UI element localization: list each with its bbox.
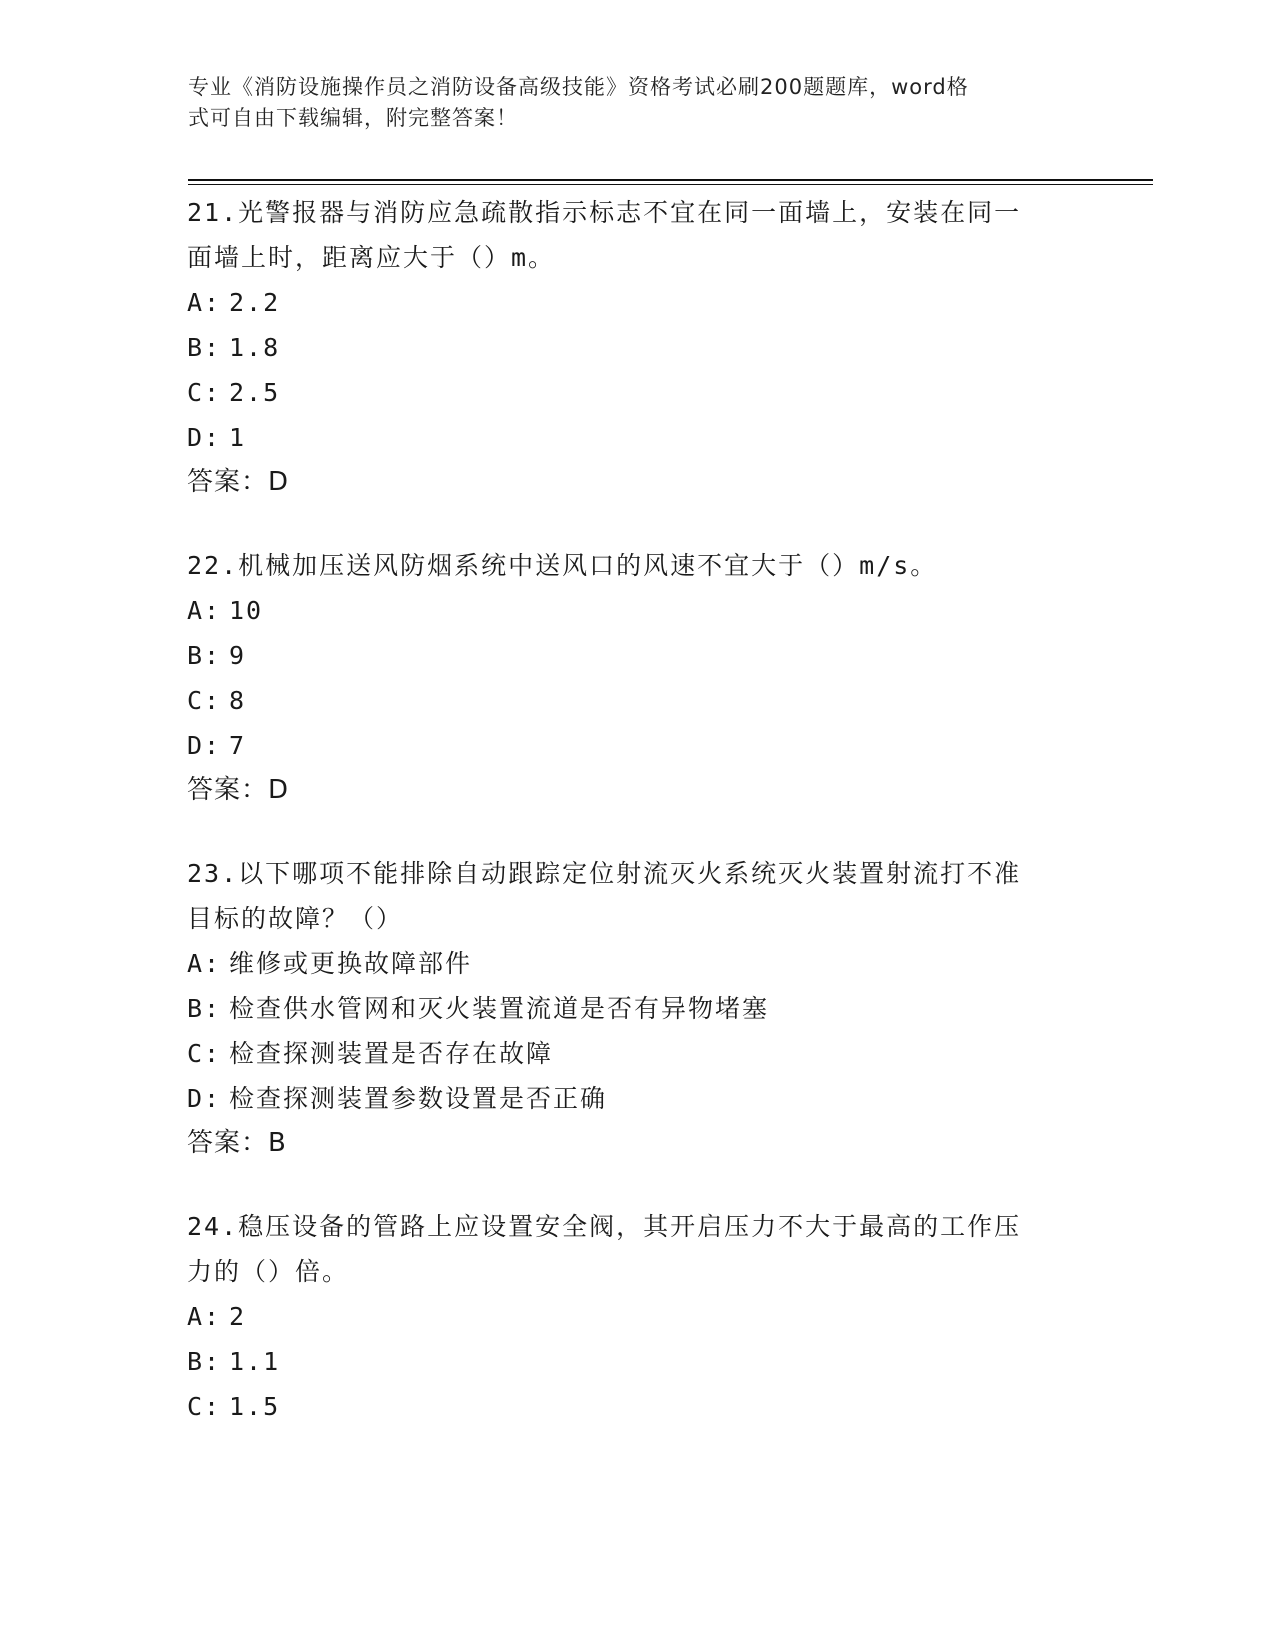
option-text: 2.5 (229, 378, 281, 407)
option-letter: A: (187, 1302, 222, 1331)
question-stem-line: 23.以下哪项不能排除自动跟踪定位射流灭火系统灭火装置射流打不准 (187, 859, 1022, 888)
option-text: 1.5 (229, 1392, 281, 1421)
option-c (187, 1031, 1087, 1076)
option-text: 8 (229, 686, 247, 715)
question-stem-line: 22.机械加压送风防烟系统中送风口的风速不宜大于（）m/s。 (187, 551, 938, 580)
option-text: 维修或更换故障部件 (229, 949, 473, 978)
option-b (187, 986, 1087, 1031)
option-text: 检查探测装置是否存在故障 (229, 1039, 554, 1068)
option-a (187, 941, 1087, 986)
option-letter: A: (187, 596, 222, 625)
option-a (187, 588, 1087, 633)
question-list (187, 188, 1087, 1465)
question-23 (187, 849, 1087, 1166)
option-text: 2 (229, 1302, 247, 1331)
option-letter: B: (187, 641, 222, 670)
question-stem-line: 面墙上时，距离应大于（）m。 (187, 243, 556, 272)
question-24 (187, 1202, 1087, 1429)
option-c (187, 370, 1087, 415)
option-letter: D: (187, 1084, 222, 1113)
question-21 (187, 188, 1087, 505)
answer-line: 答案：B (187, 1128, 287, 1158)
option-text: 1.1 (229, 1347, 281, 1376)
header-line-2: 式可自由下载编辑，附完整答案！ (188, 106, 518, 130)
document-header (188, 72, 1068, 134)
question-stem (187, 849, 1087, 941)
question-stem-line: 24.稳压设备的管路上应设置安全阀，其开启压力不大于最高的工作压 (187, 1212, 1022, 1241)
option-letter: B: (187, 994, 222, 1023)
answer-line: 答案：D (187, 467, 290, 497)
option-letter: A: (187, 288, 222, 317)
option-text: 检查探测装置参数设置是否正确 (229, 1084, 608, 1113)
option-letter: B: (187, 333, 222, 362)
option-b (187, 325, 1087, 370)
option-text: 1.8 (229, 333, 281, 362)
option-letter: D: (187, 423, 222, 452)
question-stem (187, 541, 1087, 588)
option-letter: A: (187, 949, 222, 978)
option-text: 检查供水管网和灭火装置流道是否有异物堵塞 (229, 994, 770, 1023)
option-letter: C: (187, 378, 222, 407)
option-letter: C: (187, 1039, 222, 1068)
question-stem-line: 21.光警报器与消防应急疏散指示标志不宜在同一面墙上，安装在同一 (187, 198, 1022, 227)
option-letter: C: (187, 1392, 222, 1421)
option-letter: B: (187, 1347, 222, 1376)
question-stem-line: 力的（）倍。 (187, 1257, 350, 1286)
option-d (187, 1076, 1087, 1121)
question-22 (187, 541, 1087, 813)
option-d (187, 415, 1087, 460)
option-c (187, 678, 1087, 723)
option-b (187, 1339, 1087, 1384)
option-d (187, 723, 1087, 768)
option-letter: C: (187, 686, 222, 715)
option-c (187, 1384, 1087, 1429)
question-stem (187, 1202, 1087, 1294)
option-b (187, 633, 1087, 678)
header-line-1: 专业《消防设施操作员之消防设备高级技能》资格考试必刷200题题库，word格 (188, 75, 969, 99)
question-stem-line: 目标的故障？（） (187, 904, 404, 933)
option-a (187, 1294, 1087, 1339)
header-divider-thin (188, 184, 1153, 185)
option-text: 2.2 (229, 288, 281, 317)
option-a (187, 280, 1087, 325)
question-stem (187, 188, 1087, 280)
option-text: 10 (229, 596, 264, 625)
option-text: 9 (229, 641, 247, 670)
option-text: 1 (229, 423, 247, 452)
header-divider-thick (188, 179, 1153, 181)
answer-line: 答案：D (187, 775, 290, 805)
option-text: 7 (229, 731, 247, 760)
option-letter: D: (187, 731, 222, 760)
